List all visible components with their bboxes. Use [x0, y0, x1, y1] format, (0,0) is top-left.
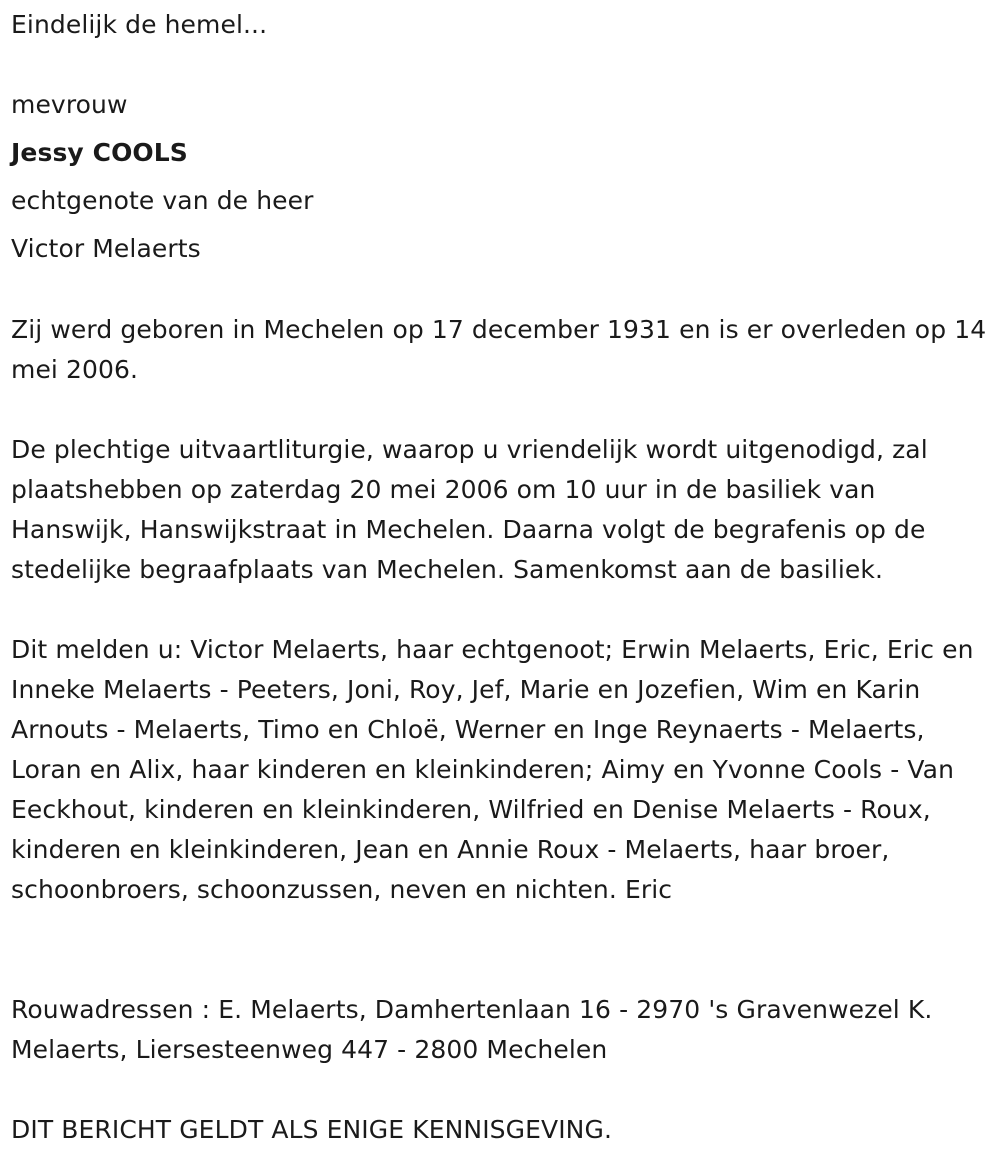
heading: Eindelijk de hemel... — [11, 10, 268, 39]
funeral-paragraph: De plechtige uitvaartliturgie, waarop u vriendelijk wordt uitgenodigd, zal plaatshebben op zaterdag 20 mei 2006 om 10 uur in de basiliek van Hanswijk, Hanswijkstraat in Mechelen. Daarna volgt de begrafenis op de stedelijke begraafplaats van Mechelen. Samenkomst aan de basiliek. — [11, 435, 928, 584]
birth-death-paragraph: Zij werd geboren in Mechelen op 17 december 1931 en is er overleden op 14 mei 2006. — [11, 315, 987, 384]
addresses-paragraph: Rouwadressen : E. Melaerts, Damhertenlaan 16 - 2970 's Gravenwezel K. Melaerts, Liersesteenweg 447 - 2800 Mechelen — [11, 995, 933, 1064]
family-paragraph: Dit melden u: Victor Melaerts, haar echtgenoot; Erwin Melaerts, Eric, Eric en Inneke Melaerts - Peeters, Joni, Roy, Jef, Marie en Jozefien, Wim en Karin Arnouts - Melaerts, Timo en Chloë, Werner en Inge Reynaerts - Melaerts, Loran en Alix, haar kinderen en kleinkinderen; Aimy en Yvonne Cools - Van Eeckhout, kinderen en kleinkinderen, Wilfried en Denise Melaerts - Roux, kinderen en kleinkinderen, Jean en Annie Roux - Melaerts, haar broer, schoonbroers, schoonzussen, neven en nichten. Eric — [11, 635, 974, 904]
spouse-name: Victor Melaerts — [11, 234, 201, 263]
salutation: mevrouw — [11, 90, 128, 119]
relation-text: echtgenote van de heer — [11, 186, 314, 215]
notice-paragraph: DIT BERICHT GELDT ALS ENIGE KENNISGEVING. — [11, 1115, 612, 1144]
deceased-name: Jessy COOLS — [11, 138, 188, 167]
